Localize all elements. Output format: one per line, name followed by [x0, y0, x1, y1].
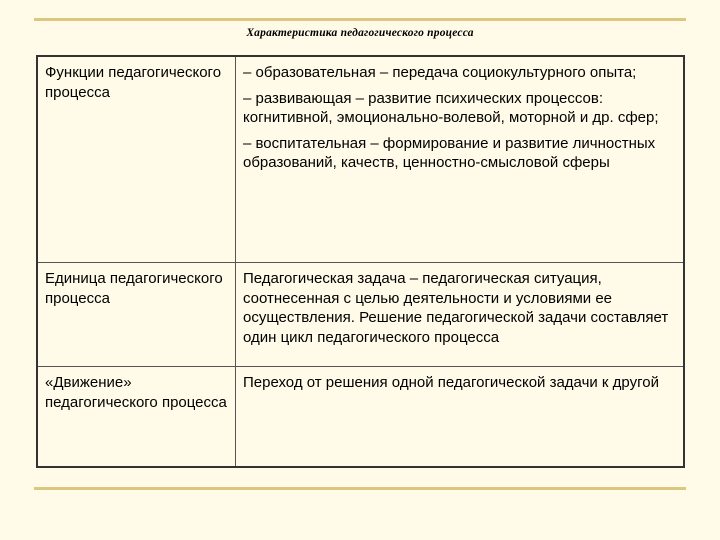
term-cell: Функции педагогического процесса [37, 56, 236, 263]
description-line: – образовательная – передача социокультурного опыта; [243, 64, 637, 81]
description-line: – воспитательная – формирование и развитие личностных образований, качеств, ценностно-смысловой сферы [243, 134, 656, 171]
description-cell [236, 263, 685, 367]
description-line: Педагогическая задача – педагогическая ситуация, соотнесенная с целью деятельности и условиями ее осуществления. Решение педагогической задачи составляет один цикл педагогического процесса [243, 270, 669, 346]
description-cell [236, 56, 685, 263]
term-cell: Единица педагогического процесса [37, 263, 236, 367]
description-line: – развивающая – развитие психических процессов: когнитивной, эмоционально-волевой, моторной и др. сфер; [243, 89, 659, 126]
bottom-decorative-line [34, 487, 686, 490]
description-cell [236, 367, 685, 468]
slide-title: Характеристика педагогического процесса [246, 27, 474, 39]
table-row [37, 367, 684, 468]
description-line: Переход от решения одной педагогической задачи к другой [243, 374, 659, 391]
table-row [37, 56, 684, 263]
top-decorative-line [34, 18, 686, 21]
table-row [37, 263, 684, 367]
characteristics-table [36, 55, 685, 468]
term-cell: «Движение» педагогического процесса [37, 367, 236, 468]
